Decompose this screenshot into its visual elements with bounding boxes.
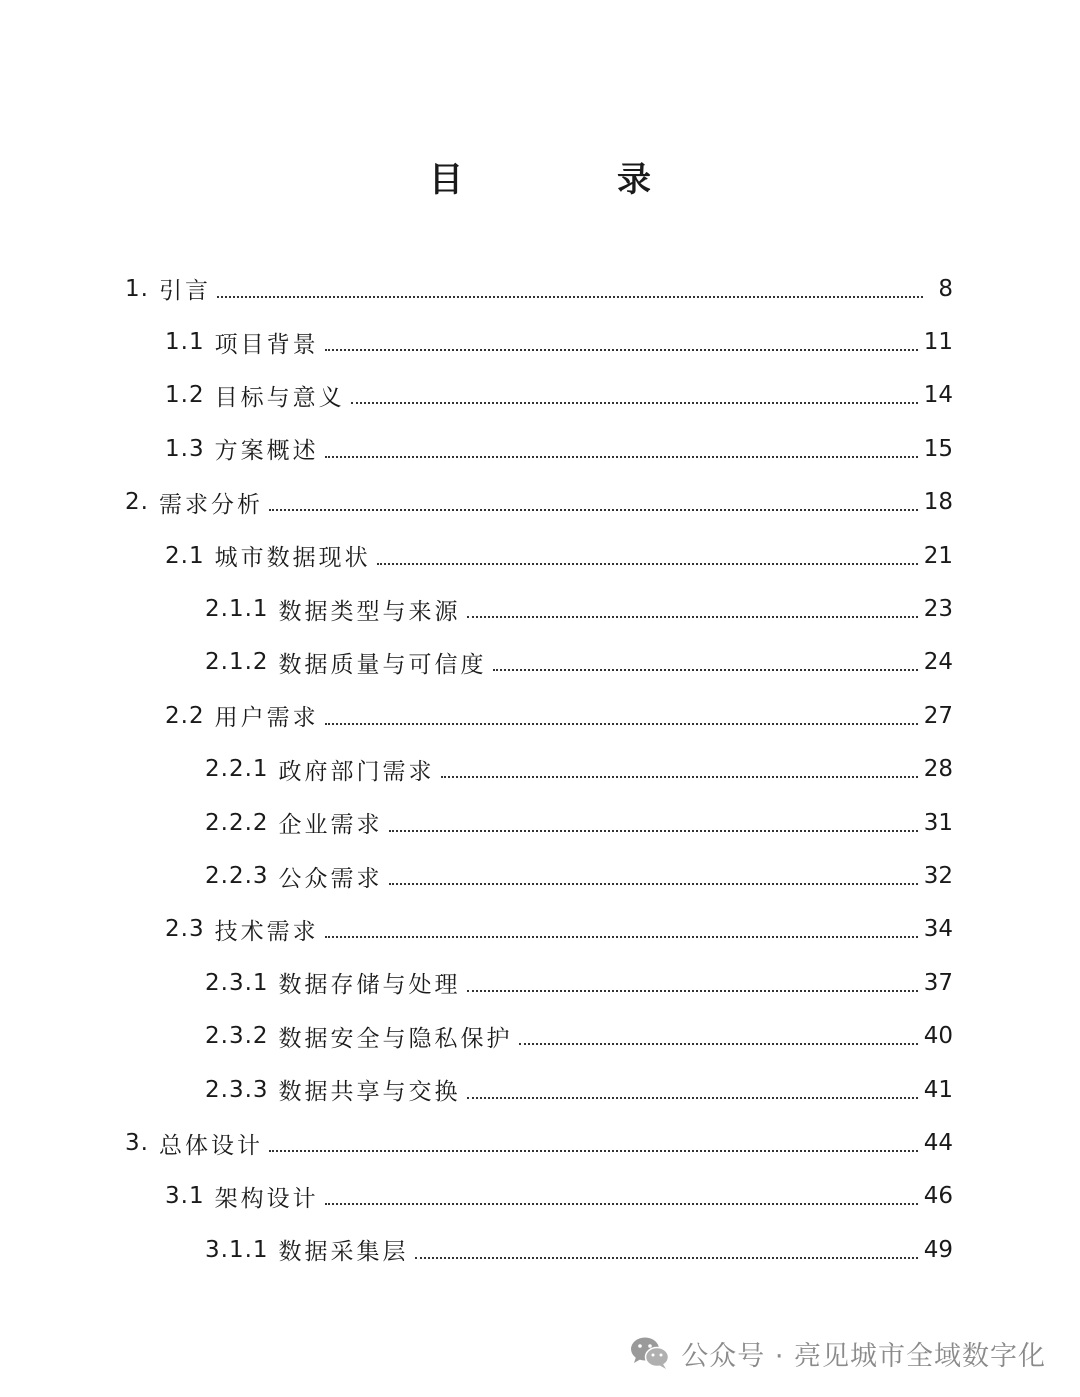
toc-entry-number: 2. — [125, 489, 149, 516]
toc-entry[interactable] — [165, 315, 953, 368]
toc-entry-number: 1.3 — [165, 435, 205, 462]
toc-entry-label: 数据类型与来源 — [278, 598, 461, 625]
toc-entry-page: 28 — [923, 756, 953, 783]
toc-entry-label: 方案概述 — [214, 438, 319, 465]
toc-entry[interactable] — [125, 476, 953, 529]
toc-entry-page: 37 — [923, 969, 953, 996]
toc-entry[interactable] — [205, 849, 953, 902]
toc-entry-page: 49 — [923, 1236, 953, 1263]
toc-entry-label: 公众需求 — [278, 865, 383, 892]
dot-leader — [325, 936, 918, 938]
dot-leader — [467, 616, 918, 618]
toc-entry[interactable] — [205, 956, 953, 1009]
toc-entry-number: 2.1.2 — [205, 649, 269, 676]
toc-entry-number: 3.1 — [165, 1183, 205, 1210]
toc-entry-label: 用户需求 — [214, 705, 319, 732]
dot-leader — [415, 1257, 918, 1259]
toc-entry-page: 15 — [923, 435, 953, 462]
toc-entry[interactable] — [205, 582, 953, 635]
toc-entry-number: 2.2 — [165, 702, 205, 729]
toc-entry[interactable] — [165, 422, 953, 475]
toc-entry-page: 34 — [923, 916, 953, 943]
toc-entry-label: 项目背景 — [214, 331, 319, 358]
toc-entry[interactable] — [125, 1116, 953, 1169]
dot-leader — [493, 669, 918, 671]
toc-entry-page: 18 — [923, 489, 953, 516]
toc-entry-number: 3. — [125, 1130, 149, 1157]
dot-leader — [269, 1150, 918, 1152]
toc-entry-number: 1. — [125, 275, 149, 302]
toc-entry-page: 8 — [938, 275, 953, 302]
dot-leader — [377, 563, 918, 565]
toc-entry[interactable] — [205, 1063, 953, 1116]
toc-entry-number: 1.1 — [165, 329, 205, 356]
toc-entry-label: 技术需求 — [214, 918, 319, 945]
toc-entry[interactable] — [165, 1170, 953, 1223]
dot-leader — [325, 456, 918, 458]
toc-entry-page: 40 — [923, 1023, 953, 1050]
toc-entry-page: 11 — [923, 329, 953, 356]
toc-entry-page: 44 — [923, 1130, 953, 1157]
toc-entry[interactable] — [165, 529, 953, 582]
toc-entry[interactable] — [205, 636, 953, 689]
toc-entry-number: 2.1.1 — [205, 596, 269, 623]
toc-entry-label: 总体设计 — [158, 1132, 263, 1159]
toc-entry-page: 41 — [923, 1076, 953, 1103]
dot-leader — [351, 402, 918, 404]
toc-entry[interactable] — [205, 796, 953, 849]
toc-entry-number: 2.2.1 — [205, 756, 269, 783]
toc-entry-number: 2.1 — [165, 542, 205, 569]
toc-entry-label: 需求分析 — [158, 491, 263, 518]
toc-entry-label: 数据采集层 — [278, 1239, 409, 1266]
dot-leader — [389, 883, 918, 885]
wechat-icon — [629, 1335, 671, 1371]
toc-entry-label: 数据存储与处理 — [278, 972, 461, 999]
toc-entry-label: 城市数据现状 — [214, 545, 371, 572]
toc-entry-label: 政府部门需求 — [278, 758, 435, 785]
dot-leader — [325, 723, 918, 725]
dot-leader — [441, 776, 918, 778]
toc-entry-label: 引言 — [158, 278, 211, 305]
dot-leader — [269, 509, 918, 511]
toc-entry-number: 1.2 — [165, 382, 205, 409]
toc-entry-number: 2.3 — [165, 916, 205, 943]
dot-leader — [519, 1043, 918, 1045]
dot-leader — [325, 1203, 918, 1205]
toc-entry-number: 2.2.2 — [205, 809, 269, 836]
toc-entry[interactable] — [125, 262, 953, 315]
toc-entry-page: 21 — [923, 542, 953, 569]
toc-entry-number: 2.2.3 — [205, 863, 269, 890]
toc-entry-number: 3.1.1 — [205, 1236, 269, 1263]
toc-entry-page: 31 — [923, 809, 953, 836]
toc-entry-label: 架构设计 — [214, 1185, 319, 1212]
toc-entry-label: 企业需求 — [278, 812, 383, 839]
toc-entry-page: 27 — [923, 702, 953, 729]
dot-leader — [467, 990, 918, 992]
toc-entry-page: 14 — [923, 382, 953, 409]
toc-entry[interactable] — [165, 369, 953, 422]
dot-leader — [325, 349, 918, 351]
toc-entry-number: 2.3.2 — [205, 1023, 269, 1050]
toc-entry-label: 数据安全与隐私保护 — [278, 1025, 513, 1052]
watermark-text: 公众号 · 亮见城市全域数字化 — [681, 1340, 1046, 1372]
toc-entry-label: 目标与意义 — [214, 384, 345, 411]
toc-entry[interactable] — [205, 1010, 953, 1063]
toc-entry-number: 2.3.1 — [205, 969, 269, 996]
dot-leader — [467, 1097, 918, 1099]
toc-entry[interactable] — [205, 743, 953, 796]
toc-entry-page: 24 — [923, 649, 953, 676]
toc-entry-page: 23 — [923, 596, 953, 623]
toc-entry[interactable] — [165, 903, 953, 956]
toc-entry-label: 数据质量与可信度 — [278, 651, 487, 678]
toc-entry-number: 2.3.3 — [205, 1076, 269, 1103]
dot-leader — [389, 830, 918, 832]
toc-entry-page: 32 — [923, 863, 953, 890]
page-title: 目 录 — [429, 160, 711, 200]
toc-entry[interactable] — [165, 689, 953, 742]
toc-entry-page: 46 — [923, 1183, 953, 1210]
toc-entry-label: 数据共享与交换 — [278, 1079, 461, 1106]
dot-leader — [217, 296, 923, 298]
wechat-watermark — [629, 1333, 1046, 1373]
toc-entry[interactable] — [205, 1223, 953, 1276]
